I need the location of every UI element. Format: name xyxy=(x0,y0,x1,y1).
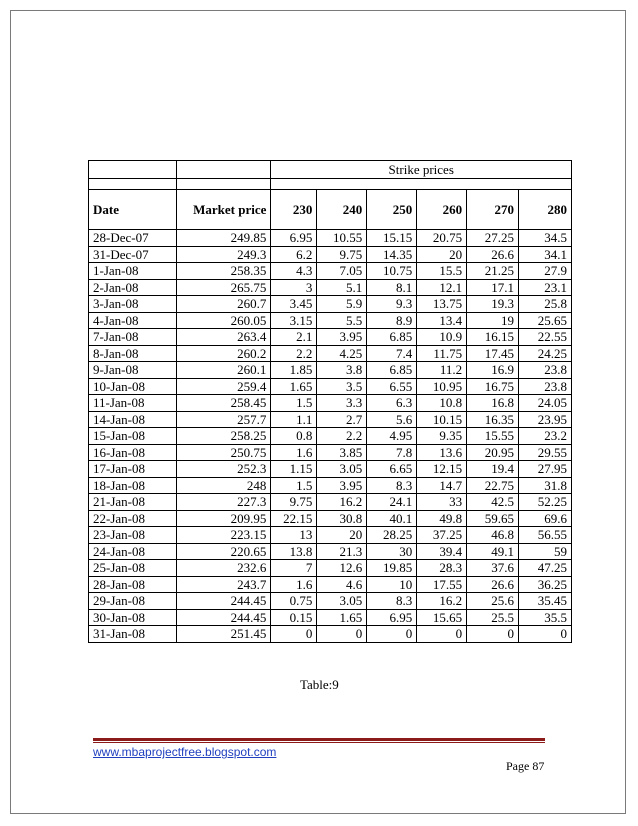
strike-value-cell: 24.25 xyxy=(519,345,572,362)
strike-value-cell: 3.85 xyxy=(317,444,367,461)
strike-value-cell: 59 xyxy=(519,543,572,560)
strike-value-cell: 40.1 xyxy=(367,510,417,527)
strike-prices-row xyxy=(89,161,572,179)
strike-value-cell: 11.75 xyxy=(417,345,467,362)
strike-value-cell: 2.2 xyxy=(271,345,317,362)
strike-value-cell: 25.65 xyxy=(519,312,572,329)
strike-value-cell: 0 xyxy=(367,626,417,643)
strike-value-cell: 19.4 xyxy=(467,461,519,478)
date-cell: 17-Jan-08 xyxy=(89,461,177,478)
strike-value-cell: 16.2 xyxy=(417,593,467,610)
strike-value-cell: 13.6 xyxy=(417,444,467,461)
date-cell: 10-Jan-08 xyxy=(89,378,177,395)
strike-value-cell: 30 xyxy=(367,543,417,560)
strike-value-cell: 39.4 xyxy=(417,543,467,560)
strike-value-cell: 19.3 xyxy=(467,296,519,313)
strike-value-cell: 34.1 xyxy=(519,246,572,263)
date-cell: 28-Jan-08 xyxy=(89,576,177,593)
strike-value-cell: 15.65 xyxy=(417,609,467,626)
strike-value-cell: 25.8 xyxy=(519,296,572,313)
table-row xyxy=(89,312,572,329)
strike-value-cell: 0.15 xyxy=(271,609,317,626)
strike-value-cell: 10.15 xyxy=(417,411,467,428)
market-price-cell: 263.4 xyxy=(176,329,271,346)
table-row xyxy=(89,576,572,593)
strike-value-cell: 27.9 xyxy=(519,263,572,280)
market-price-cell: 259.4 xyxy=(176,378,271,395)
blank-cell xyxy=(89,161,177,179)
strike-value-cell: 9.3 xyxy=(367,296,417,313)
strike-value-cell: 56.55 xyxy=(519,527,572,544)
strike-value-cell: 22.55 xyxy=(519,329,572,346)
date-cell: 31-Dec-07 xyxy=(89,246,177,263)
strike-value-cell: 33 xyxy=(417,494,467,511)
strike-value-cell: 0 xyxy=(519,626,572,643)
strike-value-cell: 16.15 xyxy=(467,329,519,346)
strike-value-cell: 0 xyxy=(417,626,467,643)
date-cell: 29-Jan-08 xyxy=(89,593,177,610)
strike-value-cell: 20 xyxy=(417,246,467,263)
strike-value-cell: 21.3 xyxy=(317,543,367,560)
strike-value-cell: 47.25 xyxy=(519,560,572,577)
strike-value-cell: 26.6 xyxy=(467,576,519,593)
strike-value-cell: 6.85 xyxy=(367,362,417,379)
strike-value-cell: 22.75 xyxy=(467,477,519,494)
strike-value-cell: 1.85 xyxy=(271,362,317,379)
market-price-cell: 258.35 xyxy=(176,263,271,280)
strike-value-cell: 35.5 xyxy=(519,609,572,626)
strike-value-cell: 16.8 xyxy=(467,395,519,412)
strike-value-cell: 1.65 xyxy=(271,378,317,395)
blank-cell xyxy=(176,161,271,179)
strike-value-cell: 7 xyxy=(271,560,317,577)
table-row xyxy=(89,411,572,428)
date-cell: 28-Dec-07 xyxy=(89,230,177,247)
market-price-cell: 250.75 xyxy=(176,444,271,461)
date-cell: 23-Jan-08 xyxy=(89,527,177,544)
strike-value-cell: 0.75 xyxy=(271,593,317,610)
market-price-cell: 258.25 xyxy=(176,428,271,445)
market-price-cell: 249.3 xyxy=(176,246,271,263)
strike-value-cell: 19.85 xyxy=(367,560,417,577)
date-cell: 2-Jan-08 xyxy=(89,279,177,296)
market-price-cell: 220.65 xyxy=(176,543,271,560)
strike-value-cell: 21.25 xyxy=(467,263,519,280)
strike-value-cell: 6.65 xyxy=(367,461,417,478)
column-header-280: 280 xyxy=(519,190,572,230)
market-price-cell: 258.45 xyxy=(176,395,271,412)
strike-value-cell: 0 xyxy=(467,626,519,643)
strike-value-cell: 17.1 xyxy=(467,279,519,296)
strike-value-cell: 25.5 xyxy=(467,609,519,626)
strike-value-cell: 7.05 xyxy=(317,263,367,280)
table-row xyxy=(89,345,572,362)
strike-value-cell: 3.45 xyxy=(271,296,317,313)
strike-value-cell: 49.1 xyxy=(467,543,519,560)
market-price-cell: 244.45 xyxy=(176,593,271,610)
strike-value-cell: 4.25 xyxy=(317,345,367,362)
footer-website-link[interactable]: www.mbaprojectfree.blogspot.com xyxy=(93,745,277,759)
strike-value-cell: 6.2 xyxy=(271,246,317,263)
strike-value-cell: 6.3 xyxy=(367,395,417,412)
strike-value-cell: 12.1 xyxy=(417,279,467,296)
table-row xyxy=(89,395,572,412)
table-row xyxy=(89,527,572,544)
column-header-250: 250 xyxy=(367,190,417,230)
strike-value-cell: 9.75 xyxy=(317,246,367,263)
column-header-240: 240 xyxy=(317,190,367,230)
strike-value-cell: 1.5 xyxy=(271,395,317,412)
strike-value-cell: 1.15 xyxy=(271,461,317,478)
table-row xyxy=(89,263,572,280)
table-row xyxy=(89,560,572,577)
strike-value-cell: 3.95 xyxy=(317,477,367,494)
table-row xyxy=(89,230,572,247)
strike-value-cell: 29.55 xyxy=(519,444,572,461)
strike-value-cell: 5.9 xyxy=(317,296,367,313)
strike-value-cell: 2.1 xyxy=(271,329,317,346)
spacer-row xyxy=(89,179,572,190)
market-price-cell: 243.7 xyxy=(176,576,271,593)
strike-value-cell: 0 xyxy=(271,626,317,643)
strike-value-cell: 23.2 xyxy=(519,428,572,445)
strike-value-cell: 13.4 xyxy=(417,312,467,329)
strike-value-cell: 8.3 xyxy=(367,477,417,494)
strike-value-cell: 13.75 xyxy=(417,296,467,313)
strike-value-cell: 20.95 xyxy=(467,444,519,461)
market-price-cell: 244.45 xyxy=(176,609,271,626)
strike-value-cell: 6.95 xyxy=(271,230,317,247)
strike-value-cell: 1.65 xyxy=(317,609,367,626)
table-row xyxy=(89,593,572,610)
page-number: Page 87 xyxy=(506,759,545,773)
strike-value-cell: 23.1 xyxy=(519,279,572,296)
strike-value-cell: 0 xyxy=(317,626,367,643)
strike-value-cell: 12.15 xyxy=(417,461,467,478)
strike-value-cell: 1.6 xyxy=(271,576,317,593)
strike-value-cell: 3.15 xyxy=(271,312,317,329)
table-row xyxy=(89,362,572,379)
date-cell: 25-Jan-08 xyxy=(89,560,177,577)
market-price-cell: 260.1 xyxy=(176,362,271,379)
market-price-cell: 260.7 xyxy=(176,296,271,313)
strike-value-cell: 3.05 xyxy=(317,461,367,478)
strike-value-cell: 4.6 xyxy=(317,576,367,593)
market-price-cell: 265.75 xyxy=(176,279,271,296)
table-row xyxy=(89,428,572,445)
market-price-cell: 232.6 xyxy=(176,560,271,577)
strike-value-cell: 17.45 xyxy=(467,345,519,362)
column-header-row xyxy=(89,190,572,230)
market-price-cell: 252.3 xyxy=(176,461,271,478)
strike-value-cell: 23.8 xyxy=(519,362,572,379)
strike-value-cell: 7.8 xyxy=(367,444,417,461)
strike-value-cell: 37.25 xyxy=(417,527,467,544)
strike-value-cell: 2.2 xyxy=(317,428,367,445)
date-cell: 22-Jan-08 xyxy=(89,510,177,527)
strike-value-cell: 1.5 xyxy=(271,477,317,494)
market-price-cell: 249.85 xyxy=(176,230,271,247)
strike-value-cell: 26.6 xyxy=(467,246,519,263)
strike-value-cell: 34.5 xyxy=(519,230,572,247)
strike-value-cell: 15.5 xyxy=(417,263,467,280)
strike-value-cell: 30.8 xyxy=(317,510,367,527)
strike-value-cell: 37.6 xyxy=(467,560,519,577)
strike-value-cell: 8.9 xyxy=(367,312,417,329)
strike-value-cell: 36.25 xyxy=(519,576,572,593)
strike-value-cell: 11.2 xyxy=(417,362,467,379)
strike-value-cell: 13 xyxy=(271,527,317,544)
strike-value-cell: 2.7 xyxy=(317,411,367,428)
market-price-cell: 209.95 xyxy=(176,510,271,527)
strike-value-cell: 24.1 xyxy=(367,494,417,511)
strike-value-cell: 9.35 xyxy=(417,428,467,445)
table-row xyxy=(89,494,572,511)
strike-value-cell: 16.35 xyxy=(467,411,519,428)
strike-value-cell: 6.95 xyxy=(367,609,417,626)
strike-value-cell: 3 xyxy=(271,279,317,296)
strike-value-cell: 4.95 xyxy=(367,428,417,445)
strike-value-cell: 59.65 xyxy=(467,510,519,527)
strike-value-cell: 9.75 xyxy=(271,494,317,511)
strike-value-cell: 8.1 xyxy=(367,279,417,296)
column-header-270: 270 xyxy=(467,190,519,230)
strike-value-cell: 5.6 xyxy=(367,411,417,428)
strike-value-cell: 3.8 xyxy=(317,362,367,379)
strike-value-cell: 10 xyxy=(367,576,417,593)
strike-value-cell: 15.55 xyxy=(467,428,519,445)
strike-value-cell: 12.6 xyxy=(317,560,367,577)
date-cell: 3-Jan-08 xyxy=(89,296,177,313)
strike-value-cell: 10.8 xyxy=(417,395,467,412)
market-price-cell: 223.15 xyxy=(176,527,271,544)
strike-value-cell: 10.55 xyxy=(317,230,367,247)
market-price-cell: 227.3 xyxy=(176,494,271,511)
strike-value-cell: 31.8 xyxy=(519,477,572,494)
strike-value-cell: 16.9 xyxy=(467,362,519,379)
column-header-230: 230 xyxy=(271,190,317,230)
strike-value-cell: 3.3 xyxy=(317,395,367,412)
date-cell: 15-Jan-08 xyxy=(89,428,177,445)
strike-value-cell: 10.95 xyxy=(417,378,467,395)
date-cell: 16-Jan-08 xyxy=(89,444,177,461)
table-row xyxy=(89,510,572,527)
strike-value-cell: 10.75 xyxy=(367,263,417,280)
table-row xyxy=(89,477,572,494)
strike-value-cell: 7.4 xyxy=(367,345,417,362)
strike-value-cell: 0.8 xyxy=(271,428,317,445)
strike-value-cell: 3.5 xyxy=(317,378,367,395)
date-cell: 31-Jan-08 xyxy=(89,626,177,643)
strike-value-cell: 23.95 xyxy=(519,411,572,428)
strike-value-cell: 8.3 xyxy=(367,593,417,610)
market-price-cell: 251.45 xyxy=(176,626,271,643)
strike-value-cell: 25.6 xyxy=(467,593,519,610)
date-cell: 1-Jan-08 xyxy=(89,263,177,280)
market-price-cell: 260.05 xyxy=(176,312,271,329)
column-header-260: 260 xyxy=(417,190,467,230)
strike-value-cell: 16.75 xyxy=(467,378,519,395)
strike-value-cell: 27.95 xyxy=(519,461,572,478)
strike-value-cell: 23.8 xyxy=(519,378,572,395)
table-caption: Table:9 xyxy=(300,677,339,692)
strike-value-cell: 3.95 xyxy=(317,329,367,346)
strike-value-cell: 16.2 xyxy=(317,494,367,511)
strike-value-cell: 28.25 xyxy=(367,527,417,544)
strike-value-cell: 6.55 xyxy=(367,378,417,395)
strike-value-cell: 49.8 xyxy=(417,510,467,527)
market-price-cell: 248 xyxy=(176,477,271,494)
strike-value-cell: 3.05 xyxy=(317,593,367,610)
strike-value-cell: 1.1 xyxy=(271,411,317,428)
footer-rule-thick xyxy=(93,738,545,741)
date-cell: 8-Jan-08 xyxy=(89,345,177,362)
table-row xyxy=(89,296,572,313)
date-cell: 4-Jan-08 xyxy=(89,312,177,329)
strike-value-cell: 13.8 xyxy=(271,543,317,560)
strike-value-cell: 5.1 xyxy=(317,279,367,296)
strike-value-cell: 6.85 xyxy=(367,329,417,346)
strike-value-cell: 20 xyxy=(317,527,367,544)
table-row xyxy=(89,378,572,395)
strike-value-cell: 14.7 xyxy=(417,477,467,494)
strike-value-cell: 24.05 xyxy=(519,395,572,412)
market-price-cell: 260.2 xyxy=(176,345,271,362)
date-cell: 30-Jan-08 xyxy=(89,609,177,626)
table-row xyxy=(89,609,572,626)
strike-value-cell: 17.55 xyxy=(417,576,467,593)
date-cell: 18-Jan-08 xyxy=(89,477,177,494)
strike-value-cell: 15.15 xyxy=(367,230,417,247)
strike-value-cell: 27.25 xyxy=(467,230,519,247)
table-row xyxy=(89,626,572,643)
strike-value-cell: 35.45 xyxy=(519,593,572,610)
strike-value-cell: 10.9 xyxy=(417,329,467,346)
strike-value-cell: 19 xyxy=(467,312,519,329)
column-header-market-price: Market price xyxy=(176,190,271,230)
strike-prices-header: Strike prices xyxy=(271,161,572,179)
strike-value-cell: 22.15 xyxy=(271,510,317,527)
table-row xyxy=(89,246,572,263)
date-cell: 21-Jan-08 xyxy=(89,494,177,511)
table-row xyxy=(89,329,572,346)
footer-rule-thin xyxy=(93,742,545,743)
date-cell: 11-Jan-08 xyxy=(89,395,177,412)
date-cell: 7-Jan-08 xyxy=(89,329,177,346)
table-row xyxy=(89,461,572,478)
strike-value-cell: 28.3 xyxy=(417,560,467,577)
date-cell: 9-Jan-08 xyxy=(89,362,177,379)
table-row xyxy=(89,279,572,296)
strike-value-cell: 5.5 xyxy=(317,312,367,329)
column-header-date: Date xyxy=(89,190,177,230)
date-cell: 24-Jan-08 xyxy=(89,543,177,560)
strike-price-table xyxy=(88,160,572,643)
strike-value-cell: 14.35 xyxy=(367,246,417,263)
strike-value-cell: 69.6 xyxy=(519,510,572,527)
strike-value-cell: 1.6 xyxy=(271,444,317,461)
market-price-cell: 257.7 xyxy=(176,411,271,428)
table-row xyxy=(89,444,572,461)
strike-value-cell: 42.5 xyxy=(467,494,519,511)
strike-value-cell: 20.75 xyxy=(417,230,467,247)
table-row xyxy=(89,543,572,560)
date-cell: 14-Jan-08 xyxy=(89,411,177,428)
strike-value-cell: 52.25 xyxy=(519,494,572,511)
strike-value-cell: 46.8 xyxy=(467,527,519,544)
strike-value-cell: 4.3 xyxy=(271,263,317,280)
